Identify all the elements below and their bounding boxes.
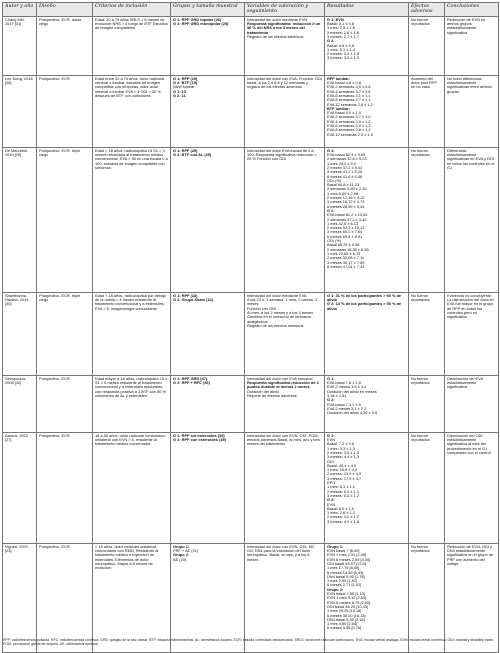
cell-groups	[171, 292, 245, 375]
header-groups: Grupos y tamaño muestral	[171, 3, 245, 17]
cell-author: De Marchesi, 2019 [29]	[3, 147, 37, 292]
result-line: Duración del alivio 4,39 ± 3,5	[327, 410, 378, 416]
table-row	[3, 543, 499, 652]
result-line: Grupo 1:	[327, 543, 344, 549]
result-line: BTF lumbar:	[327, 105, 350, 111]
header-adverse-effects: Efectos adversos	[409, 3, 445, 17]
group-line: Grupo 1:	[173, 543, 190, 549]
group-line: G 2: 11	[173, 93, 186, 98]
result-line: 1 mes 17,79 [8,00]	[327, 565, 360, 571]
cell-variables	[245, 375, 325, 432]
header-design: Diseño	[37, 3, 93, 17]
result-line: 6 meses 3,55 [0,76]	[327, 625, 362, 631]
result-line: EVA 2 meses 3,1 ± 2,2	[327, 405, 367, 411]
result-line: 1 mes 29,25 [15,16]	[327, 608, 362, 614]
result-line: 2 meses 52,2 ± 10,13	[327, 225, 365, 231]
cell-groups	[171, 75, 245, 147]
result-line: 6 meses 69,8 ± 8,91	[327, 233, 363, 239]
result-line: EVA 6 semanas 3,0 ± 1,3	[327, 123, 371, 129]
cell-author: Simopoulos, 2008 [32]	[3, 375, 37, 432]
result-line: Basal: 5,1 ± 0,8	[327, 21, 355, 27]
result-line: EVN	[327, 501, 335, 507]
group-line: G 2: BTF (19)	[173, 80, 198, 86]
result-line: EVA basal 7,1 ± 1,9	[327, 401, 361, 407]
cell-author: Aarons, 2022 [27]	[3, 432, 37, 543]
cell-results	[325, 16, 409, 75]
cell-design: Prospectivo, ECR	[37, 432, 93, 543]
result-line: 3,18 ± 2,81	[327, 393, 347, 398]
table-row	[3, 147, 499, 292]
result-line: 2 semanas 16,35 ± 6,39	[327, 246, 369, 252]
cell-design: Prospectivo, ECR, triple ciego	[37, 292, 93, 375]
group-line: G 1: RPF GRD (37)	[173, 375, 208, 381]
result-line: 6 meses 41,6 ± 5,46	[327, 173, 363, 179]
result-line: G 1:	[327, 375, 335, 381]
result-line: EVA 6 semanas 3,1 ± 1,1	[327, 93, 371, 98]
group-line: PRF + AE (21)	[173, 548, 199, 554]
result-line: 3 meses 18,72 ± 4,73	[327, 199, 365, 205]
table-header-row	[3, 3, 499, 17]
variable-line: Intensidad del dolor con EVN, ODI, PGM, efectos adversos Basal, al mes, dos y tres meses del tratamiento	[247, 432, 320, 447]
cell-inclusion: Edad > 18 años, radiculopatía L5 S1 > 3 meses refractaria al tratamiento médico convencional, EVA > 50 en una escala 0 a 100, estudios de imagen compatible con síntomas	[93, 147, 171, 292]
result-line: EVN 1 mes 5,10 [2,53]	[327, 595, 367, 601]
result-line: ODI (%)	[327, 177, 342, 183]
result-line: 2 meses: 3,5 ± 1,3	[327, 450, 359, 455]
result-line: 2 meses 12,16 ± 4,12	[327, 195, 365, 201]
header-conclusions: Conclusiones	[445, 3, 499, 17]
cell-conclusions: Disminución del ODI estadísticamente significativa al mes del procedimiento en el G1 comparado con el control	[445, 432, 499, 543]
result-line: 3 meses: 4,0 ± 1,8	[327, 518, 359, 524]
result-line: G 2:	[327, 207, 335, 213]
result-line: DN4 basal 5,95 [1,78]	[327, 573, 365, 579]
result-line: EVA 4 semanas 3,7 ± 0,8	[327, 88, 371, 94]
cell-adverse-effects: Aumento del dolor post RFP en un caso	[409, 75, 445, 147]
result-line: Basal: 7,2 ± 0,8	[327, 441, 355, 447]
variable-line: Al mes, a los 2 meses y a los 3 meses	[247, 310, 314, 315]
result-line: EVA 8 semanas 2,8 ± 1,4	[327, 127, 371, 133]
cell-results	[325, 432, 409, 543]
result-line: 3 meses 41,2 ± 5,26	[327, 169, 363, 175]
result-line: 3 meses 40,17 ± 7,69	[327, 259, 365, 265]
variable-line: Intensidad del dolor mediante EVA	[247, 292, 307, 298]
result-line: EVA basal 82,4 ± 9,69	[327, 152, 366, 158]
result-line: EVA 8 semanas 2,7 ± 1,1	[327, 97, 371, 103]
variable-line: Respuesta significativa: reducción ≥ un 50 % del NRS a los 3 meses del tratamiento	[247, 21, 321, 35]
table-row	[3, 432, 499, 543]
cell-results	[325, 543, 409, 652]
variable-line: Respuesta significativa reducción de 2 puntos durante al menos 2 meses	[247, 380, 319, 390]
group-line: AE (20)	[173, 556, 187, 562]
table-row	[3, 375, 499, 432]
cell-author: Vigneri, 2020 [23]	[3, 543, 37, 652]
variable-line: Intensidad del dolor EVA escala de 0 a 100. Respuesta significativa reducción > 20 % Función con ODI	[247, 147, 317, 162]
result-line: 2 meses: 3,0 ± 1,2	[327, 514, 359, 520]
result-line: EVN 6 meses 2,59 [4,00]	[327, 556, 371, 562]
result-line: 3 meses: 17,3 ± 4,7	[327, 475, 362, 481]
table-body	[3, 16, 499, 652]
result-line: EVN basal 7,55 [1,10]	[327, 591, 365, 597]
result-line: 6 meses 38,20 [18,13]	[327, 612, 366, 618]
cell-adverse-effects: No fueron reportados	[409, 375, 445, 432]
table-row	[3, 75, 499, 147]
group-line: Grupo 2:	[173, 552, 190, 558]
cell-conclusions: Disminución del EVA estadísticamente significativa	[445, 375, 499, 432]
variable-line: Duración del alivio	[247, 388, 279, 394]
result-line: EVA 2 meses 3,5 ± 3,4	[327, 384, 367, 390]
cell-design: Prospectivo, ECR, triple ciego	[37, 147, 93, 292]
result-line: 2 meses 32,08 ± 7,11	[327, 255, 365, 261]
result-line: Basal: 49,4 ± 4,0	[327, 462, 357, 468]
result-line: G 2: 14 % de los participantes > 50 % de alivio	[327, 301, 402, 311]
variable-line: Intensidad del dolor con EVN, ODI, MC Gill, DN4 para la valoración del dolor neuropático. Basal, al mes, y a los 6 meses	[247, 543, 315, 562]
result-line: ODI	[327, 458, 334, 464]
variable-line: Intensidad del dolor mediante EVN	[247, 16, 308, 22]
result-line: 1 mes 2,95 [1,81]	[327, 578, 358, 584]
cell-groups	[171, 375, 245, 432]
result-line: G 1: 31 % de los participantes > 50 % de alivio	[327, 292, 402, 303]
table-row	[3, 292, 499, 375]
result-line: Basal 65,29 ± 9,58	[327, 242, 360, 248]
result-line: 3 meses: 4,4 ± 1,3	[327, 454, 359, 460]
result-line: 2 meses: 3,0 ± 1,5	[327, 51, 359, 57]
result-line: 2 meses 37,2 ± 5,42	[327, 165, 363, 170]
result-line: Basal: 8,0 ± 1,0	[327, 505, 355, 511]
result-line: Grupo 2:	[327, 586, 344, 592]
cell-conclusions: Reducción de EVN en ambos grupos estadísticamente significativa	[445, 16, 499, 75]
group-line: Nivel lumbar	[173, 84, 195, 90]
result-line: EVN 6 meses 6,75 [2,00]	[327, 599, 371, 605]
result-line: EVN 1 mes 2,91 [2,00]	[327, 552, 367, 558]
studies-table	[2, 2, 499, 653]
cell-adverse-effects: No fueron reportados	[409, 147, 445, 292]
result-line: 1 mes: 2,5 ± 1,5	[327, 25, 355, 31]
group-line: G 2: RPF + RFC (39)	[173, 380, 210, 386]
header-inclusion: Criterios de inclusión	[93, 3, 171, 17]
cell-conclusions: Reducción de EVN, ODI y DN4 estadísticamente significativa en el grupo de PRF con aumento del voltaje	[445, 543, 499, 652]
cell-groups	[171, 543, 245, 652]
header-variables: Variables de valoración y seguimiento	[245, 3, 325, 17]
cell-design: Prospectivo, ECR	[37, 75, 93, 147]
header-author: Autor y año	[3, 3, 37, 17]
group-line: G 2: RPF con esteroides (35)	[173, 437, 226, 443]
cell-results	[325, 375, 409, 432]
cell-variables	[245, 147, 325, 292]
result-line: EPG	[327, 480, 336, 486]
result-line: 1 mes: 2,6 ± 1,2	[327, 510, 355, 516]
result-line: 3 meses 60,0 ± 7,64	[327, 229, 363, 235]
group-line: G 1: 13	[173, 88, 186, 94]
result-line: Basal 64,8 ± 11,23	[327, 182, 360, 188]
result-line: 6 meses 2,71 [1,01]	[327, 582, 362, 588]
result-line: 1 mes 42,8 ± 6,13	[327, 220, 359, 226]
result-line: EVN basal 7 [6,00]	[327, 548, 360, 554]
result-line: 2 semanas 5,69 ± 2,16	[327, 186, 367, 192]
group-line: G 1: RFP (19)	[173, 75, 198, 81]
cell-author: Lee Dong, 2018 [28]	[3, 75, 37, 147]
variable-line: Función con ODI	[247, 305, 277, 311]
group-line: G 1: RPF (25)	[173, 147, 198, 153]
result-line: 2 semanas 37,2 ± 5,42	[327, 216, 367, 222]
result-line: G 1:	[327, 432, 335, 438]
result-line: 6 meses 47,04 ± 7,34	[327, 263, 365, 269]
cell-inclusion: Edad entre 20 a 70 años, dolor radicular cervical o lumbar, estudios de imagen compatible con síntomas, dolor axial cervical o lumbar EVA > 4 ODI > 30 % después de BTF con corticoides	[93, 75, 171, 147]
result-line: 1 mes: 10,8 ± 4,3	[327, 467, 358, 473]
cell-groups	[171, 16, 245, 75]
cell-conclusions: Diferencias estadísticamente significativas en EVA y ODI en todos los controles en el G1	[445, 147, 499, 292]
cell-conclusions: Evidencia no concluyente. La disminución del dolor en EVA fue mayor en el grupo de RFP en todos los controles pero no significativo	[445, 292, 499, 375]
table-row	[3, 16, 499, 75]
result-line: 1 mes: 3,3 ± 1,3	[327, 445, 355, 451]
cell-results	[325, 75, 409, 147]
result-line: 2 semanas 32,6 ± 5,23	[327, 156, 367, 162]
result-line: EVA basal 5,0 ± 1,0	[327, 110, 361, 116]
cell-inclusion: Edad mayor a 18 años, radiculopatía L5 o S1 > 6 meses resistente al tratamiento convencional y a esteroides epidurales, con respuesta positiva a 3 BTF con 50 % volúmenes de AL y esteroides	[93, 375, 171, 432]
variable-line: Cambios en el consumo de fármacos analgésicos	[247, 314, 312, 324]
result-line: DN4 basal 5,35 [2,18]	[327, 616, 365, 622]
result-line: 3 meses: 3,0 ± 1,5	[327, 55, 359, 61]
cell-variables	[245, 543, 325, 652]
cell-groups	[171, 432, 245, 543]
cell-variables	[245, 75, 325, 147]
group-line: G 1: RPF (18)	[173, 292, 198, 298]
result-line: G 2:	[327, 397, 335, 403]
result-line: 1 mes: 6,1 ± 1,1	[327, 484, 355, 490]
result-line: G 2:	[327, 38, 335, 44]
result-line: G 2:	[327, 497, 335, 503]
result-line: EVA basal 7,8 ± 1,6	[327, 380, 361, 386]
result-line: 2 meses: 5,9 ± 1,1	[327, 488, 359, 494]
result-line: EVA 4 semanas 3,9 ± 1,2	[327, 118, 371, 124]
cell-adverse-effects: No fueron reportados	[409, 292, 445, 375]
cell-design: Prospectivo, ECR	[37, 375, 93, 432]
cell-results	[325, 292, 409, 375]
cell-inclusion: Edad: 20 a 79 años SRLS > 6 meses de evolución NRS > 4 luego de BTF Estudios de imagen compatibles	[93, 16, 171, 75]
header-results: Resultados	[325, 3, 409, 17]
cell-design: Prospectivo, ECR, doble ciego	[37, 16, 93, 75]
result-line: 3 meses: 5,5 ± 1,2	[327, 492, 359, 498]
variable-line: A las 24 h, 1 semana, 1 mes, 2 meses, 3 meses	[247, 297, 318, 307]
cell-author: Shanthanna, Harsha, 2014 [30]	[3, 292, 37, 375]
result-line: 3 meses: 2,7 ± 1,7	[327, 34, 359, 39]
result-line: Basal: 4,6 ± 0,8	[327, 42, 355, 48]
result-line: EVN	[327, 437, 335, 443]
group-line: G 1: RPF GRD bipolar (26)	[173, 16, 222, 22]
variable-line: Intensidad del dolor con EVA mensual	[247, 375, 313, 381]
result-line: ODI basal 45,07 [12,0]	[327, 561, 366, 566]
result-line: Duración del alivio en meses	[327, 388, 377, 394]
result-line: G 1: EVN	[327, 16, 344, 22]
result-line: EVA 2 semanas 3,9 ± 0,8	[327, 84, 371, 90]
cell-inclusion: 18 a 65 años, dolor radicular lumbosacro unilateral con EVN > 6, resistente al tratamiento médico conservador	[93, 432, 171, 543]
cell-variables	[245, 16, 325, 75]
cell-conclusions: No hubo diferencias estadísticamente significativas entre ambos grupos	[445, 75, 499, 147]
result-line: 1 mes 34,0 ± 5,0	[327, 160, 356, 166]
group-line: G 1: RPF sin esteroides (35)	[173, 432, 225, 438]
cell-inclusion: > 18 años, dolor radicular unilateral, concordante con RMN. Resistente al tratamiento médico e inyección de esteroides. Elementos de dolor neuropático. Mayor a 6 meses de evolución	[93, 543, 171, 652]
result-line: 1 mes 4,60 [2,64]	[327, 621, 358, 627]
cell-variables	[245, 432, 325, 543]
result-line: EVA 2 semanas 3,7 ± 1,0	[327, 114, 371, 120]
result-line: ODI basal 46,20 [10,43]	[327, 603, 369, 609]
cell-adverse-effects: No fueron reportados	[409, 432, 445, 543]
result-line: RFP lumbar:	[327, 75, 351, 81]
result-line: ODI (%)	[327, 238, 342, 244]
result-line: 1 mes: 3,1 ± 1,4	[327, 46, 355, 52]
variable-line: Reporte de efectos adversos	[247, 393, 297, 398]
result-line: EVA basal 4,8 ± 0,8	[327, 80, 361, 86]
result-line: G 1:	[327, 147, 335, 153]
group-line: G 2: BTF con AL (25)	[173, 152, 212, 158]
result-line: EVA basal 81,2 ± 10,53	[327, 212, 368, 218]
variable-line: Registro de los efectos adversos	[247, 322, 304, 328]
result-line: EVA 12 semanas 2,5 ± 1,5	[327, 131, 373, 137]
table-footnote: RFP: radiofrecuencia pulsada. RFC: radiofrecuencia continua. GRD: ganglio de la raíz dorsal. BTF: bloqueo transforaminal. AL: anestésicos locales. ECR: estudio controlado randomizado. SRLS: síndrome radicular lumbosacro. EVA: escala verbal análoga. EVN: escala verbal numérica. ODI: oswestry disability index. PGM: percepción global de mejoría. AE: adhesiolisis epidural.	[3, 638, 495, 647]
result-line: 6 meses 28,59 ± 5,44	[327, 203, 365, 209]
cell-results	[325, 147, 409, 292]
cell-design: Prospectivo, ECR	[37, 543, 93, 652]
result-line: EVA 12 semanas 2,8 ± 1,2	[327, 101, 373, 107]
group-line: G 2: RPF GRD monopolar (25)	[173, 21, 229, 27]
cell-author: Chang Min, 2017 [31]	[3, 16, 37, 75]
cell-variables	[245, 292, 325, 375]
variable-line: Intensidad del dolor con EVA. Función: ODI basal, a los 2,4,6,8 y 12 semanas y registro de los efectos adversos	[247, 75, 322, 90]
result-line: 2 meses: 2,6 ± 1,6	[327, 29, 359, 35]
group-line: G 2: Grupo Sham (14)	[173, 297, 213, 303]
cell-adverse-effects: No fueron reportados	[409, 543, 445, 652]
cell-inclusion: Edad > 18 años, radiculopatía por debajo de la rodilla > 4 meses resistente al tratamiento convencional y a esteroides, EVA > 5, imagenología concordante	[93, 292, 171, 375]
result-line: 2 meses: 13,9 ± 4,5	[327, 471, 362, 477]
result-line: 1 mes 8,80 ± 2,98	[327, 190, 359, 196]
cell-groups	[171, 147, 245, 292]
result-line: 6 meses 14,59 [6,43]	[327, 569, 364, 575]
variable-line: Registro de los efectos adversos	[247, 34, 304, 39]
result-line: 1 mes 22,65 ± 6,13	[327, 250, 361, 256]
cell-adverse-effects: No fueron reportados	[409, 16, 445, 75]
